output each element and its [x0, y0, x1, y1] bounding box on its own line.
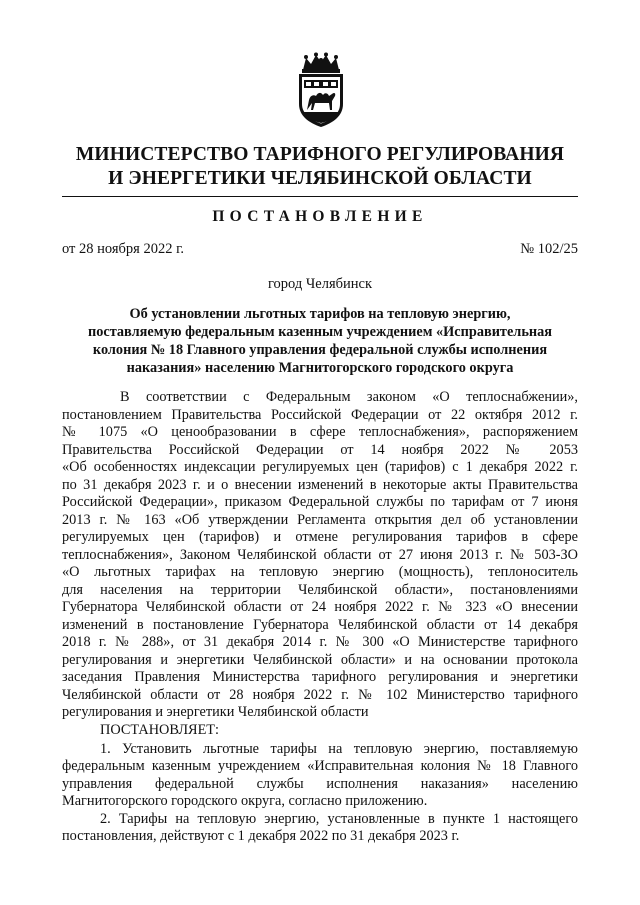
- decree-word: ПОСТАНОВЛЯЕТ:: [100, 721, 220, 738]
- ministry-name-line-1: МИНИСТЕРСТВО ТАРИФНОГО РЕГУЛИРОВАНИЯ: [75, 144, 565, 165]
- document-number: № 102/25: [520, 241, 578, 257]
- preamble-line: регулируемых цен (тарифов) и отмене регулирования тарифов в сфере: [62, 529, 578, 545]
- preamble-line: 2018 г. № 288», от 31 декабря 2014 г. № 300 «О Министерстве тарифного: [62, 634, 578, 650]
- item-2-line: постановления, действуют с 1 декабря 2022 по 31 декабря 2023 г.: [62, 828, 460, 844]
- preamble-line: регулирования и энергетики Челябинской области: [62, 704, 369, 720]
- preamble-line: Челябинской области от 28 ноября 2022 г. № 102 Министерство тарифного: [62, 686, 578, 703]
- preamble-line: «О льготных тарифах на тепловую энергию (мощность), теплоноситель: [62, 564, 578, 580]
- preamble-line: В соответствии с Федеральным законом «О теплоснабжении»,: [120, 389, 578, 405]
- item-1-line: Магнитогорского городского округа, согласно приложению.: [62, 793, 428, 809]
- preamble-line: постановлением Правительства Российской Федерации от 22 октября 2012 г.: [62, 406, 578, 423]
- preamble-line: 2013 г. № 163 «Об утверждении Регламента открытия дел об установлении: [62, 511, 578, 528]
- chelyabinsk-coat-of-arms-icon: [291, 52, 351, 128]
- preamble-line: заседания Правления Министерства тарифного регулирования и энергетики: [62, 669, 578, 685]
- document-city: город Челябинск: [267, 276, 373, 292]
- document-subject: [70, 305, 570, 377]
- preamble-line: регулирования и энергетики Челябинской области» и на основании протокола: [62, 651, 578, 668]
- preamble-line: теплоснабжения», Законом Челябинской области от 27 июня 2013 г. № 503-ЗО: [62, 546, 578, 563]
- item-1-line: федеральным казенным учреждением «Исправительная колония № 18 Главного: [62, 758, 578, 774]
- preamble-line: Правительства Российской Федерации от 14 ноября 2022 № 2053: [62, 441, 578, 458]
- document-date: от 28 ноября 2022 г.: [62, 241, 185, 257]
- document-body: [62, 389, 578, 846]
- subject-line: поставляемую федеральным казенным учреждением «Исправительная: [87, 324, 553, 340]
- preamble-line: Губернатора Челябинской области от 24 ноября 2022 г. № 323 «О внесении: [62, 599, 578, 615]
- preamble-line: Российской Федерации», приказом Федеральной службы по тарифам от 7 июня: [62, 494, 578, 510]
- preamble-line: по 31 декабря 2023 г. и о внесении изменений в некоторые акты Правительства: [62, 476, 578, 493]
- ministry-name: [60, 143, 580, 191]
- preamble-line: изменений в постановление Губернатора Челябинской области от 14 декабря: [62, 616, 578, 633]
- item-1-line: 1. Установить льготные тарифы на тепловую энергию, поставляемую: [100, 740, 578, 757]
- item-1-line: управления федеральной службы исполнения наказания» населению: [62, 775, 578, 792]
- preamble-line: для населения на территории Челябинской области», постановлениями: [62, 581, 578, 598]
- ministry-name-line-2: И ЭНЕРГЕТИКИ ЧЕЛЯБИНСКОЙ ОБЛАСТИ: [108, 168, 532, 189]
- preamble-line: «Об особенностях индексации регулируемых цен (тарифов) с 1 декабря 2022 г.: [62, 459, 578, 475]
- subject-line: наказания» населению Магнитогорского городского округа: [126, 360, 514, 376]
- document-type-title: ПОСТАНОВЛЕНИЕ: [212, 208, 428, 225]
- preamble-line: № 1075 «О ценообразовании в сфере теплоснабжения», распоряжением: [62, 424, 578, 440]
- header-divider: [62, 196, 578, 197]
- subject-line: колония № 18 Главного управления федеральной службы исполнения: [92, 342, 548, 358]
- subject-line: Об установлении льготных тарифов на тепловую энергию,: [129, 306, 511, 322]
- item-2-line: 2. Тарифы на тепловую энергию, установленные в пункте 1 настоящего: [100, 810, 578, 827]
